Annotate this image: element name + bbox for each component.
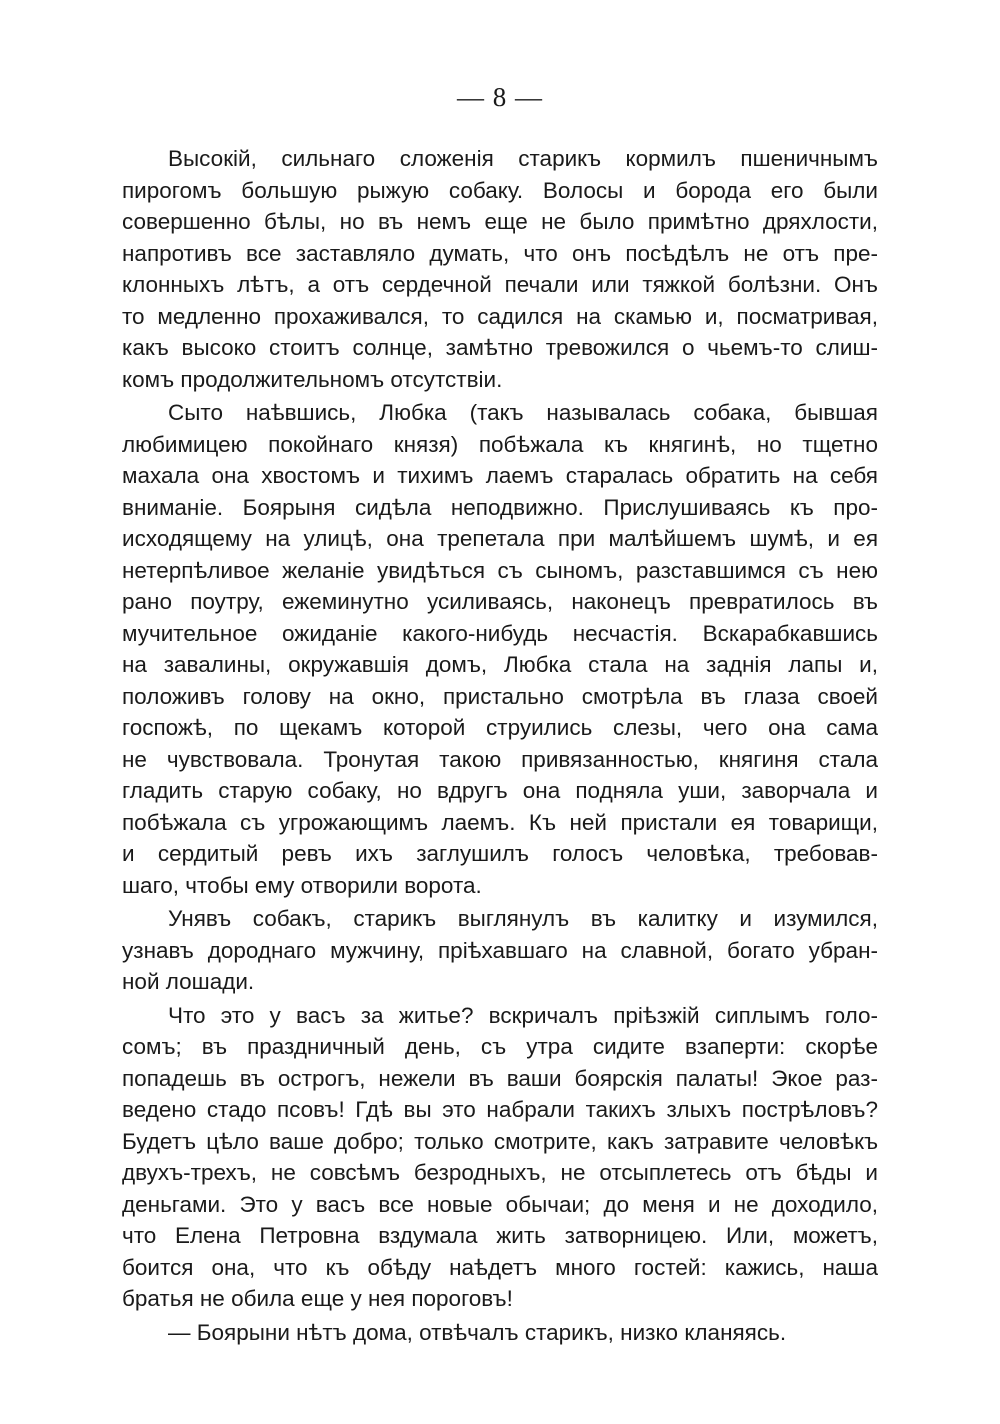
- text-line: какъ высоко стоитъ солнце, замѣтно тревожился о чьемъ-то слиш-: [122, 335, 878, 360]
- text-line: двухъ-трехъ, не совсѣмъ безродныхъ, не отсыплетесь отъ бѣды и: [122, 1160, 878, 1185]
- text-line: боится она, что къ обѣду наѣдетъ много гостей: кажись, наша: [122, 1254, 878, 1280]
- text-line: комъ продолжительномъ отсутствіи.: [122, 366, 503, 392]
- text-line: то медленно прохаживался, то садился на скамью и, посматривая,: [122, 303, 878, 329]
- text-line: попадешь въ острогъ, нежели въ ваши боярскія палаты! Экое раз-: [122, 1065, 878, 1091]
- paragraph: [122, 397, 878, 901]
- text-line: шаго, чтобы ему отворили ворота.: [122, 872, 482, 898]
- text-line: — Боярыни нѣтъ дома, отвѣчалъ старикъ, низко кланяясь.: [168, 1319, 787, 1345]
- text-line: братья не обила еще у нея пороговъ!: [122, 1286, 513, 1311]
- text-line: Что это у васъ за житье? вскричалъ пріѣзжій сиплымъ голо-: [168, 1002, 878, 1028]
- text-line: совершенно бѣлы, но въ немъ еще не было примѣтно дряхлости,: [122, 209, 878, 234]
- text-line: побѣжала съ угрожающимъ лаемъ. Къ ней пристали ея товарищи,: [122, 809, 878, 835]
- text-line: ведено стадо псовъ! Гдѣ вы это набрали такихъ злыхъ пострѣловъ?: [122, 1097, 878, 1122]
- paragraph: [122, 1000, 878, 1315]
- text-line: нетерпѣливое желаніе увидѣться съ сыномъ, разставшимся съ нею: [122, 557, 878, 583]
- text-line: Высокій, сильнаго сложенія старикъ кормилъ пшеничнымъ: [168, 146, 878, 171]
- text-line: на завалины, окружавшія домъ, Любка стала на заднія лапы и,: [122, 652, 878, 677]
- text-line: пирогомъ большую рыжую собаку. Волосы и борода его были: [122, 177, 878, 203]
- paragraph: [122, 1317, 878, 1349]
- page-number: — 8 —: [457, 82, 543, 112]
- text-line: рано поутру, ежеминутно усиливаясь, наконецъ превратилось въ: [122, 589, 878, 614]
- paragraph: [122, 903, 878, 998]
- text-line: вниманіе. Боярыня сидѣла неподвижно. Прислушиваясь къ про-: [122, 494, 878, 520]
- text-line: что Елена Петровна вздумала жить затворницею. Или, можетъ,: [122, 1223, 878, 1248]
- text-line: положивъ голову на окно, пристально смотрѣла въ глаза своей: [122, 683, 878, 709]
- text-line: узнавъ дороднаго мужчину, пріѣхавшаго на славной, богато убран-: [122, 937, 878, 963]
- text-line: Будетъ цѣло ваше добро; только смотрите, какъ затравите человѣкъ: [122, 1128, 878, 1154]
- text-line: мучительное ожиданіе какого-нибудь несчастія. Вскарабкавшись: [122, 620, 878, 646]
- text-line: любимицею покойнаго князя) побѣжала къ княгинѣ, но тщетно: [122, 431, 878, 457]
- text-line: напротивъ все заставляло думать, что онъ посѣдѣлъ не отъ пре-: [122, 240, 878, 266]
- text-line: Унявъ собакъ, старикъ выглянулъ въ калитку и изумился,: [168, 906, 878, 931]
- text-line: клонныхъ лѣтъ, а отъ сердечной печали или тяжкой болѣзни. Онъ: [122, 272, 878, 297]
- text-line: ной лошади.: [122, 969, 255, 994]
- text-line: деньгами. Это у васъ все новые обычаи; до меня и не доходило,: [122, 1191, 878, 1217]
- text-line: и сердитый ревъ ихъ заглушилъ голосъ человѣка, требовав-: [122, 841, 878, 866]
- paragraph: [122, 143, 878, 395]
- text-line: гладить старую собаку, но вдругъ она подняла уши, заворчала и: [122, 778, 878, 803]
- body-text: [122, 143, 878, 1350]
- text-line: госпожѣ, по щекамъ которой струились слезы, чего она сама: [122, 715, 878, 740]
- text-line: не чувствовала. Тронутая такою привязанностью, княгиня стала: [122, 746, 878, 772]
- text-line: махала она хвостомъ и тихимъ лаемъ старалась обратить на себя: [122, 463, 878, 488]
- text-line: Сыто наѣвшись, Любка (такъ называлась собака, бывшая: [168, 400, 878, 425]
- text-line: сомъ; въ праздничный день, съ утра сидите взаперти: скорѣе: [122, 1034, 878, 1059]
- text-line: исходящему на улицѣ, она трепетала при малѣйшемъ шумѣ, и ея: [122, 526, 878, 551]
